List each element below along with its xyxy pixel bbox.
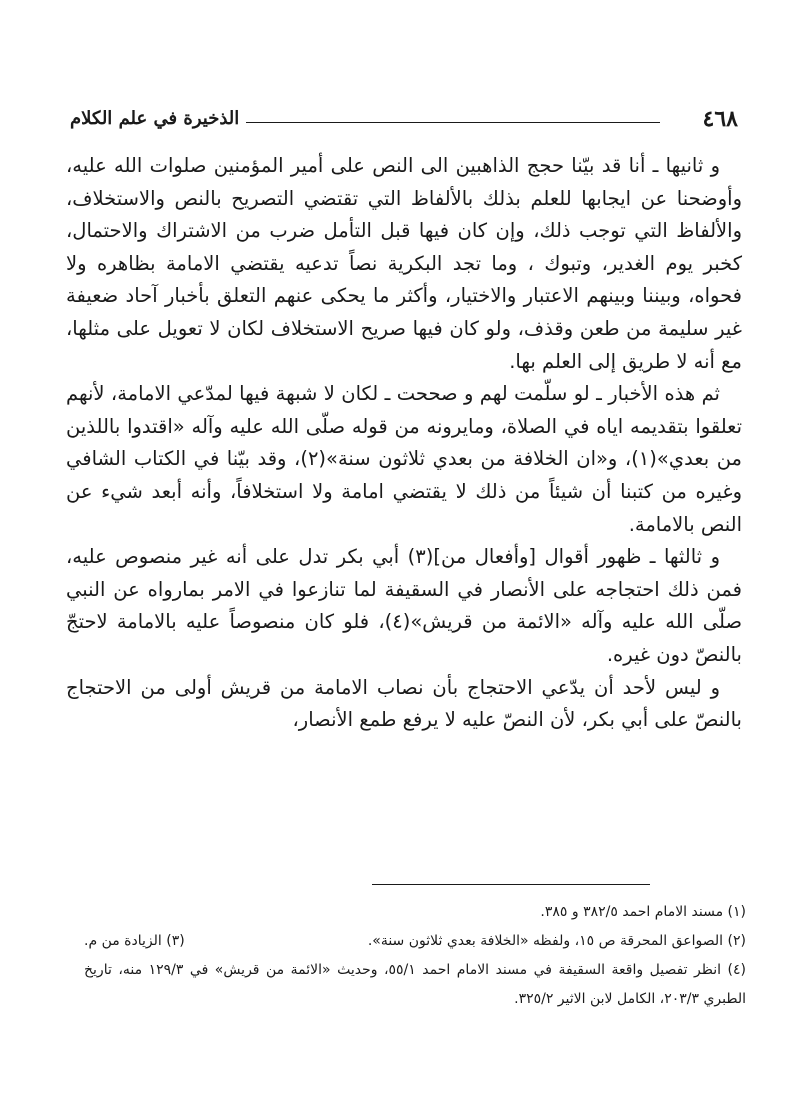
header-rule xyxy=(246,122,660,123)
paragraph-3: و ثالثها ـ ظهور أقوال [وأفعال من](٣) أبي بكر تدل على أنه غير منصوص عليه، فمن ذلك احتجاجه على الأنصار في السقيفة لما تنازعوا في الامر بمارواه عن النبي صلّى الله عليه وآله «الائمة من قريش»(٤)، فلو كان منصوصاً عليه بالامامة لاحتجّ بالنصّ دون غيره. xyxy=(66,545,742,666)
footnotes xyxy=(84,898,746,1014)
paragraph-4: و ليس لأحد أن يدّعي الاحتجاج بأن نصاب الامامة من قريش أولى من الاحتجاج بالنصّ على أبي بكر، لأن النصّ عليه لا يرفع طمع الأنصار، xyxy=(66,675,742,732)
footnote-row xyxy=(84,927,746,956)
running-title: الذخيرة في علم الكلام xyxy=(70,108,240,129)
body-text xyxy=(66,150,742,737)
footnote-3: (٣) الزيادة من م. xyxy=(84,933,185,949)
footnote-2: (٢) الصواعق المحرقة ص ١٥، ولفظه «الخلافة بعدي ثلاثون سنة». xyxy=(367,933,746,949)
paragraph-2: ثم هذه الأخبار ـ لو سلّمت لهم و صححت ـ لكان لا شبهة فيها لمدّعي الامامة، لأنهم تعلقوا بتقديمه اياه في الصلاة، ومايرونه من قوله صلّى الله عليه وآله «اقتدوا باللذين من بعدي»(١)، و«ان الخلافة من بعدي ثلاثون سنة»(٢)، وقد بيّنا في الكتاب الشافي وغيره من كتبنا أن شيئاً من ذلك لا يقتضي امامة ولا استخلافاً، وأنه أبعد شيء عن النص بالامامة. xyxy=(66,382,742,536)
paragraph-1: و ثانيها ـ أنا قد بيّنا حجج الذاهبين الى النص على أمير المؤمنين صلوات الله عليه، وأوضحنا عن ايجابها للعلم بذلك بالألفاظ التي تقتضي التصريح بالنص والاستخلاف، والألفاظ التي توجب ذلك، وإن كان فيها قبل التأمل ضرب من الاشتراك والاحتمال، كخبر يوم الغدير، وتبوك ، وما تجد البكرية نصاً تدعيه يقتضي الامامة بظاهره ولا فحواه، وبيننا وبينهم الاعتبار والاختيار، وأكثر ما يحكى عنهم التعلق بأخبار آحاد ضعيفة غير سليمة من طعن وقذف، ولو كان فيها صريح الاستخلاف لكان لا تعويل على مثلها، مع أنه لا طريق إلى العلم بها. xyxy=(66,154,742,373)
footnote-4: (٤) انظر تفصيل واقعة السقيفة في مسند الامام احمد ٥٥/١، وحديث «الائمة من قريش» في ١٢٩/٣ منه، تاريخ الطبري ٢٠٣/٣، الكامل لابن الاثير ٣٢٥/٢. xyxy=(84,962,747,1007)
page-number: ٤٦٨ xyxy=(702,106,738,132)
page-header xyxy=(70,106,746,136)
footnote-1: (١) مسند الامام احمد ٣٨٢/٥ و ٣٨٥. xyxy=(540,904,746,920)
footnote-separator xyxy=(372,884,650,885)
